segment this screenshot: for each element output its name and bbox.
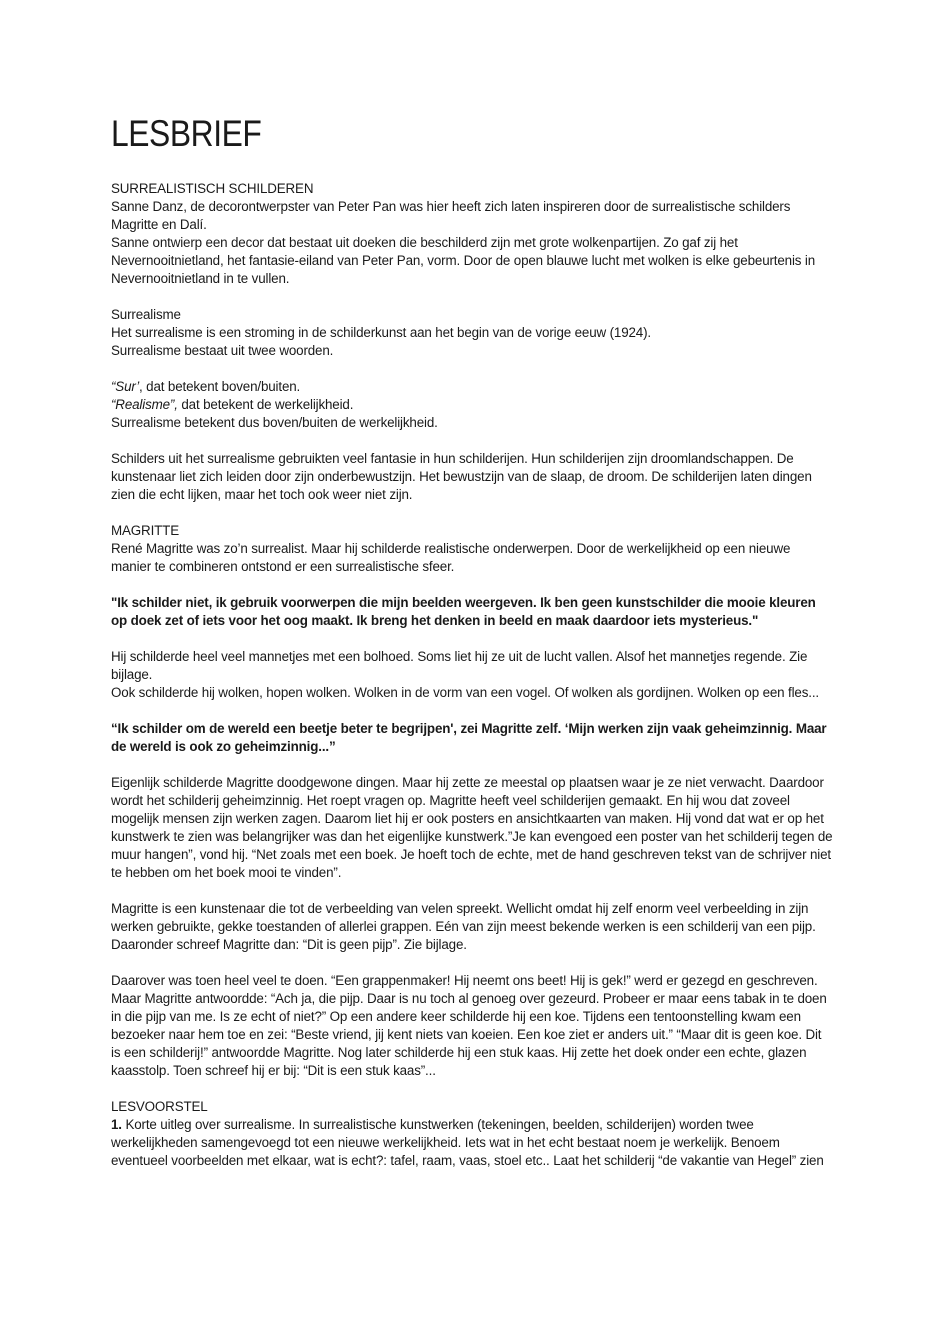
section-definition <box>111 378 833 432</box>
page-title: LESBRIEF <box>111 113 262 154</box>
paragraph: Het surrealisme is een stroming in de schilderkunst aan het begin van de vorige eeuw (1924). <box>111 325 651 340</box>
paragraph: Surrealisme bestaat uit twee woorden. <box>111 343 334 358</box>
section-fantasie <box>111 450 833 504</box>
definition-sur <box>111 378 833 396</box>
term-realisme: “Realisme”, <box>111 397 178 412</box>
paragraph: Hij schilderde heel veel mannetjes met een bolhoed. Soms liet hij ze uit de lucht vallen. Alsof het mannetjes regende. Zie bijlage. <box>111 649 808 682</box>
section-heading: MAGRITTE <box>111 523 179 538</box>
section-heading: Surrealisme <box>111 307 181 322</box>
item-number: 1. <box>111 1117 122 1132</box>
definition-text: dat betekent de werkelijkheid. <box>177 397 354 412</box>
paragraph: Sanne Danz, de decorontwerpster van Peter Pan was hier heeft zich laten inspireren door de surrealistische schilders Magritte en Dalí. <box>111 199 791 232</box>
document-body <box>111 112 833 1170</box>
paragraph: Ook schilderde hij wolken, hopen wolken. Wolken in de vorm van een vogel. Of wolken als gordijnen. Wolken op een fles... <box>111 685 819 700</box>
paragraph: Eigenlijk schilderde Magritte doodgewone dingen. Maar hij zette ze meestal op plaatsen waar je ze niet verwacht. Daardoor wordt het schilderij geheimzinnig. Het roept vragen op. Magritte heeft veel schilderijen gemaakt. En hij wou dat zoveel mogelijk mensen zijn werken zagen. Daarom liet hij er ook posters en ansichtkaarten van maken. Hij vond dat wat er op het kunstwerk te zien was belangrijker was dan het eigenlijke kunstwerk.”Je kan evengoed een poster van het schilderij tegen de muur hangen”, vond hij. “Net zoals met een boek. Je hoeft toch de echte, met de hand geschreven tekst van de schrijver niet te hebben om het boek mooi te vinden”. <box>111 775 833 880</box>
paragraph: Daarover was toen heel veel te doen. “Een grappenmaker! Hij neemt ons beet! Hij is gek!” werd er gezegd en geschreven. Maar Magritte antwoordde: “Ach ja, die pijp. Daar is nu toch al genoeg over gezeurd. Probeer er maar eens tabak in te doen in die pijp van me. Is ze echt of niet?” Op een andere keer schilderde hij een koe. Tijdens een tentoonstelling kwam een bezoeker naar hem toe en zei: “Beste vriend, jij kent niets van koeien. Een koe ziet er anders uit.” “Maar dit is geen koe. Dit is een schilderij!” antwoordde Magritte. Nog later schilderde hij een stuk kaas. Hij zette het doek onder een echte, glazen kaasstolp. Toen schreef hij er bij: “Dit is een stuk kaas”... <box>111 973 827 1078</box>
section-surrealisme <box>111 306 833 360</box>
paragraph: Sanne ontwierp een decor dat bestaat uit doeken die beschilderd zijn met grote wolkenpartijen. Zo gaf zij het Nevernooitnietland, het fantasie-eiland van Peter Pan, vorm. Door de open blauwe lucht met wolken is elke gebeurtenis in Nevernooitnietland in te vullen. <box>111 235 816 286</box>
quote: "Ik schilder niet, ik gebruik voorwerpen die mijn beelden weergeven. Ik ben geen kunstschilder die mooie kleuren op doek zet of iets voor het oog maakt. Ik breng het denken in beeld en maak daardoor iets mysterieus." <box>111 595 816 628</box>
quote: “Ik schilder om de wereld een beetje beter te begrijpen', zei Magritte zelf. ‘Mijn werken zijn vaak geheimzinnig. Maar de wereld is ook zo geheimzinnig...” <box>111 721 827 754</box>
section-heading: SURREALISTISCH SCHILDEREN <box>111 181 314 196</box>
paragraph: René Magritte was zo’n surrealist. Maar hij schilderde realistische onderwerpen. Door de werkelijkheid op een nieuwe manier te combineren ontstond er een surrealistische sfeer. <box>111 541 791 574</box>
term-sur: “Sur’ <box>111 379 140 394</box>
paragraph: Magritte is een kunstenaar die tot de verbeelding van velen spreekt. Wellicht omdat hij zelf enorm veel verbeelding in zijn werken gebruikte, gekke toestanden of allerlei grappen. Eén van zijn meest bekende werken is een schilderij van een pijp. Daaronder schreef Magritte dan: “Dit is geen pijp”. Zie bijlage. <box>111 901 816 952</box>
paragraph: Schilders uit het surrealisme gebruikten veel fantasie in hun schilderijen. Hun schilderijen zijn droomlandschappen. De kunstenaar liet zich leiden door zijn onderbewustzijn. Het bewustzijn van de slaap, de droom. De schilderijen laten dingen zien die echt lijken, maar het toch ook weer niet zijn. <box>111 451 812 502</box>
section-lesvoorstel <box>111 1098 833 1170</box>
definition-text: , dat betekent boven/buiten. <box>139 379 301 394</box>
section-heading: LESVOORSTEL <box>111 1099 208 1114</box>
paragraph: Surrealisme betekent dus boven/buiten de werkelijkheid. <box>111 415 438 430</box>
paragraph <box>111 1116 833 1170</box>
definition-realisme <box>111 396 833 414</box>
section-surrealistisch-schilderen <box>111 180 833 288</box>
item-text: Korte uitleg over surrealisme. In surrealistische kunstwerken (tekeningen, beelden, schilderijen) worden twee werkelijkheden samengevoegd tot een nieuwe werkelijkheid. Iets wat in het echt bestaat noem je werkelijk. Benoem eventueel voorbeelden met elkaar, wat is echt?: tafel, raam, vaas, stoel etc.. Laat het schilderij “de vakantie van Hegel” zien <box>111 1117 824 1168</box>
section-magritte <box>111 522 833 1080</box>
